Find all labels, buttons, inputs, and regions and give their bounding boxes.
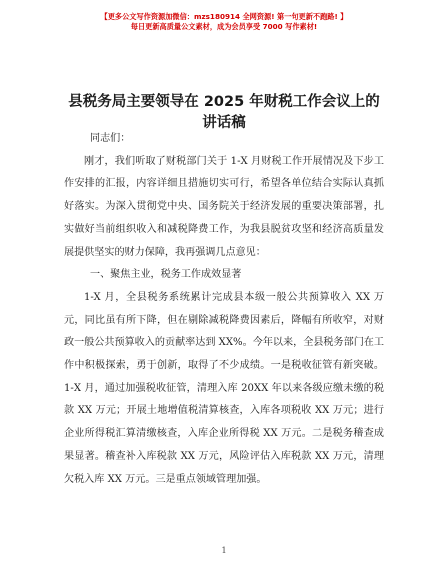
section-paragraph: 1-X 月，全县税务系统累计完成县本级一般公共预算收入 XX 万元，同比虽有所下降，但在剔除减税降费因素后，降幅有所收窄，对财政一般公共预算收入的贡献率达到 XX%。今年以来，全县税务部门在工作中积极探索，勇于创新，取得了不少成绩。一是税收征管有新突破。1-X 月，通过加强税收征管，清理入库 20XX 年以来各级应缴未缴的税款 XX 万元；开展土地增值税清算核查，入库各项税收 XX 万元；进行企业所得税汇算清缴核查，入库企业所得税 XX 万元。二是税务稽查成果显著。稽查补入库税款 XX 万元，风险评估入库税款 XX 万元，清理欠税入库 XX 万元。三是重点领域管理加强。 bbox=[64, 291, 384, 485]
section-heading: 一、聚焦主业，税务工作成效显著 bbox=[90, 269, 242, 281]
title-line-1: 县税务局主要领导在 2025 年财税工作会议上的 bbox=[68, 94, 380, 110]
title-line-2: 讲话稿 bbox=[202, 115, 246, 131]
salutation: 同志们： bbox=[90, 133, 131, 144]
promo-banner bbox=[0, 12, 448, 32]
promo-line-1: 【更多公文写作资源加微信：mzs180914 全网资源! 第一句更新不跑路! 】 bbox=[100, 12, 348, 21]
intro-paragraph: 刚才，我们听取了财税部门关于 1-X 月财税工作开展情况及下步工作安排的汇报，内容详细且措施切实可行，希望各单位结合实际认真抓好落实。为深入贯彻党中央、国务院关于经济发展的重要决策部署，扎实做好当前组织收入和减税降费工作，为我县脱贫攻坚和经济高质量发展提供坚实的财力保障，我再强调几点意见： bbox=[64, 155, 384, 258]
page-number: 1 bbox=[221, 546, 227, 555]
document-body bbox=[64, 128, 384, 491]
promo-line-2: 每日更新高质量公文素材，成为会员享受 7000 写作素材! bbox=[130, 22, 318, 31]
